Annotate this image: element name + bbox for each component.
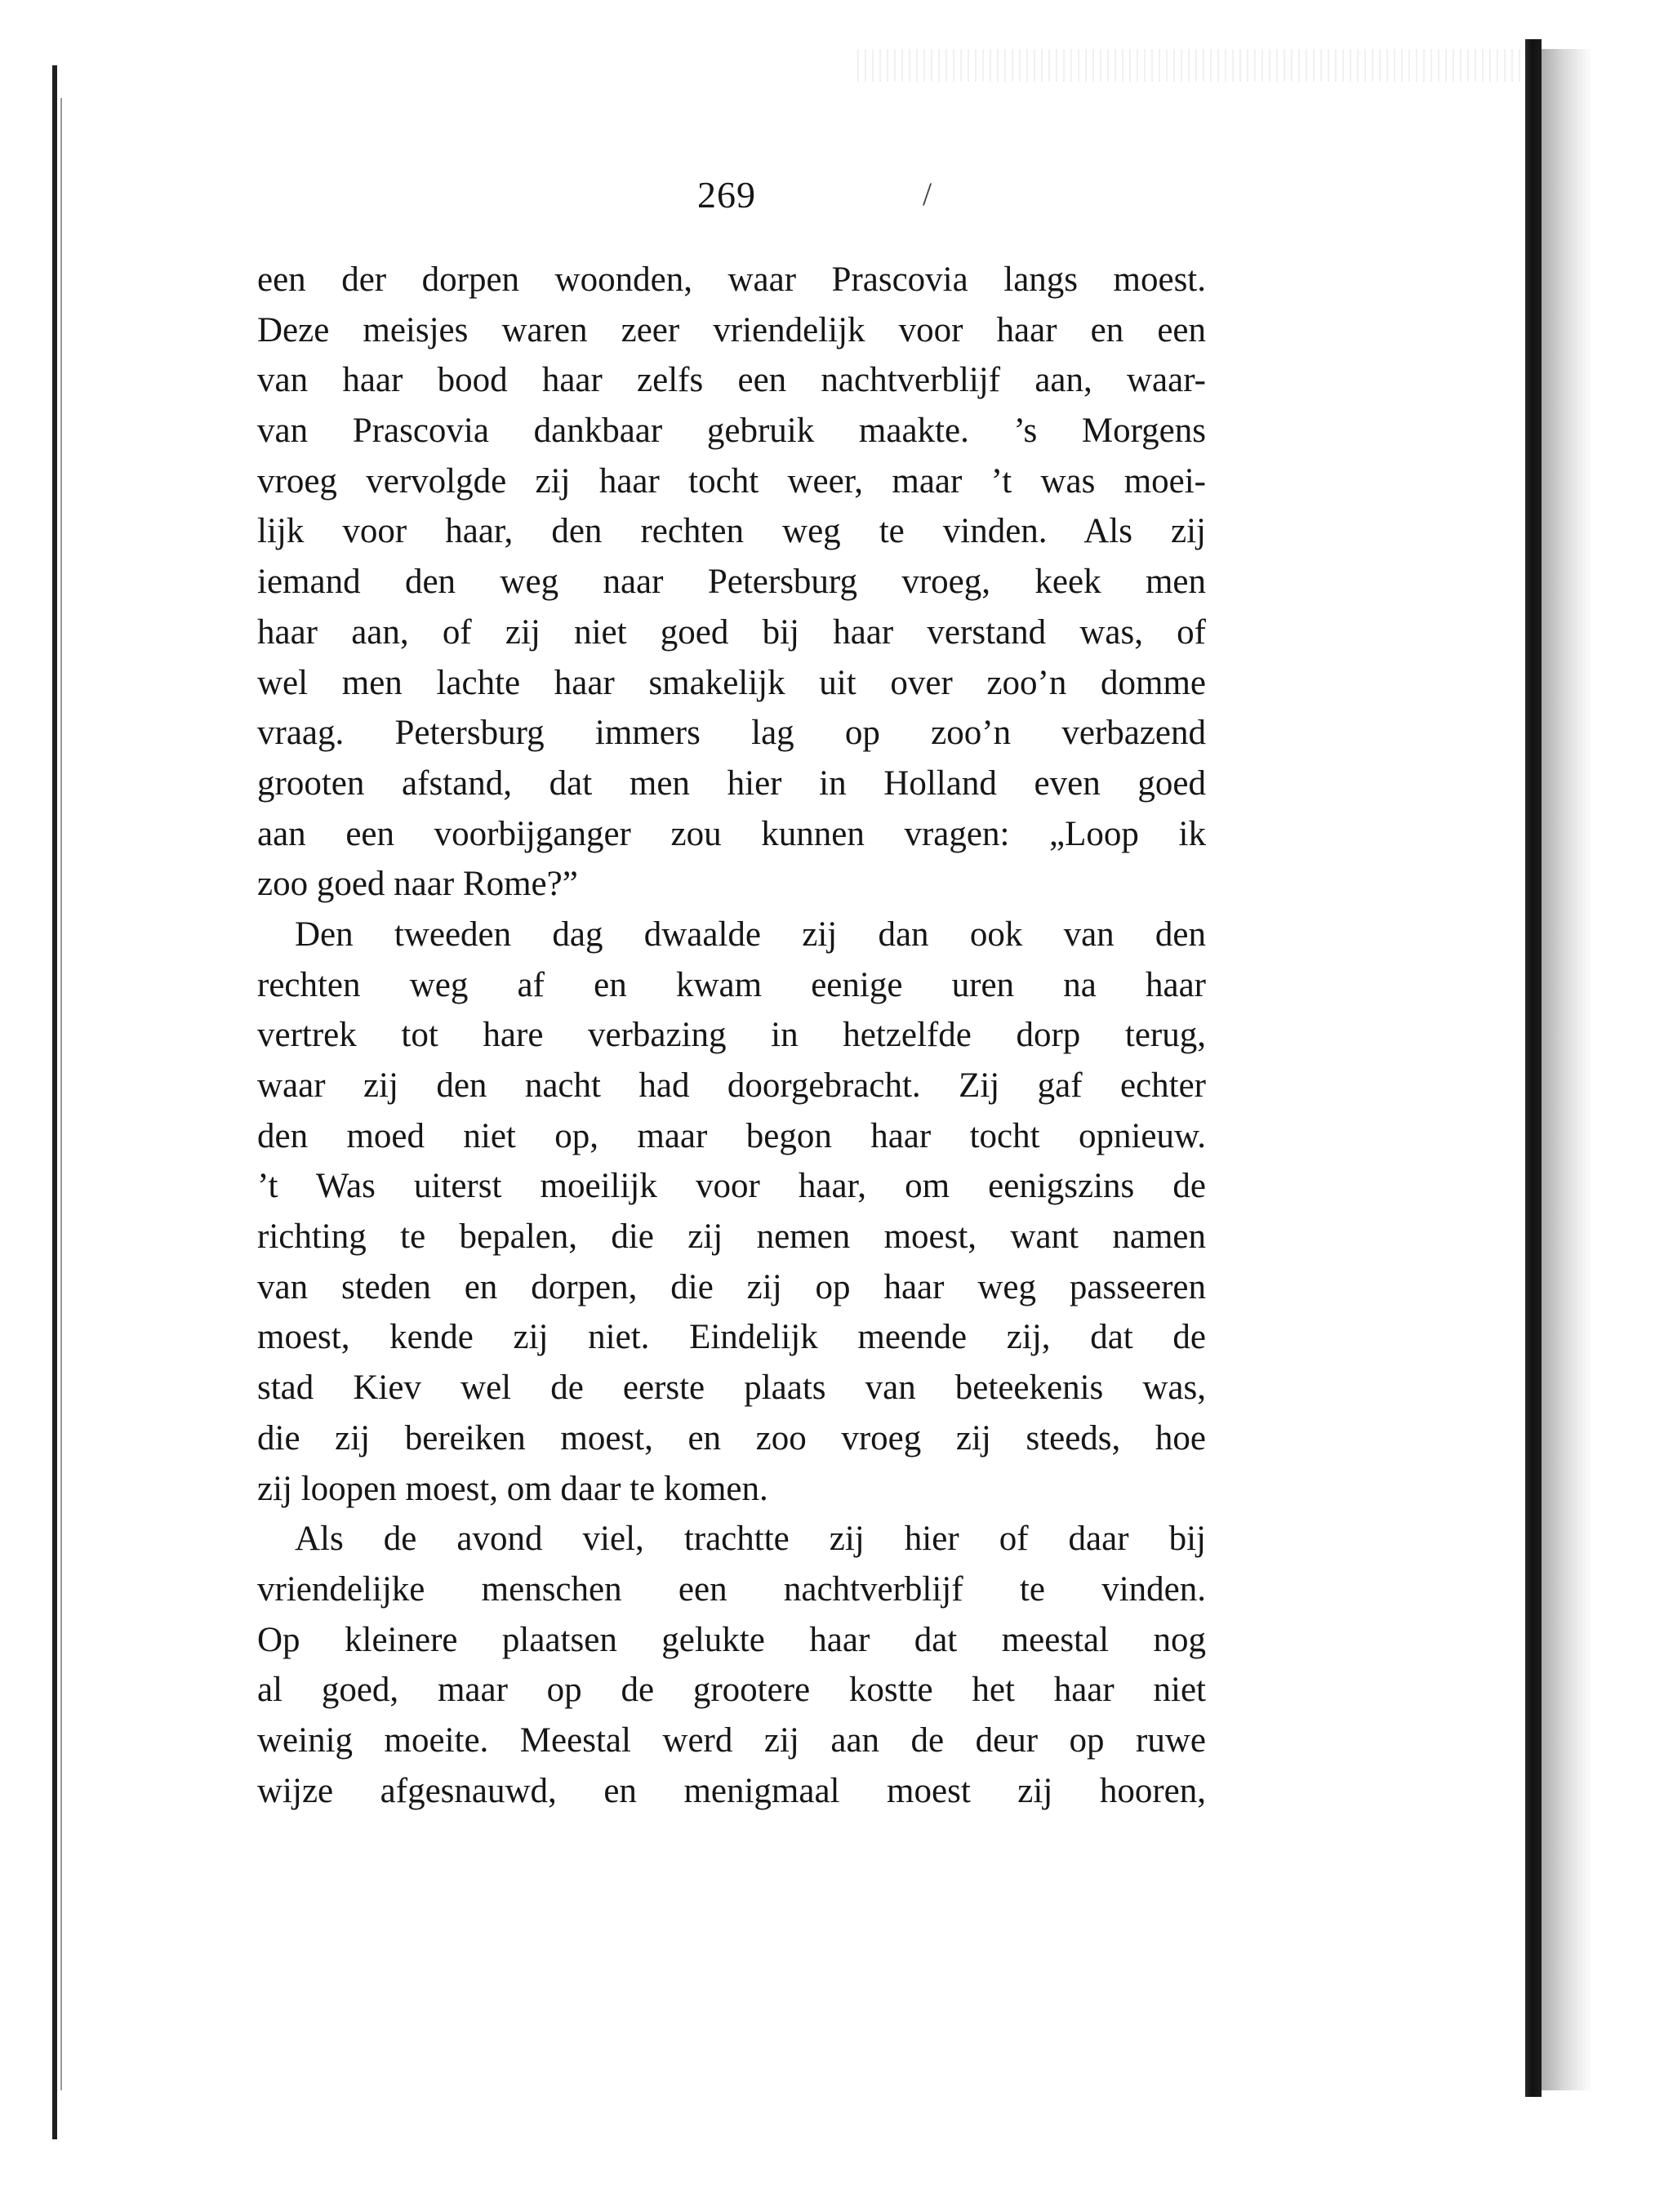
text-line: lijk voor haar, den rechten weg te vinden. Als zij: [257, 512, 1206, 551]
text-line: vraag. Petersburg immers lag op zoo’n verbazend: [257, 714, 1206, 753]
text-line: vriendelijke menschen een nachtverblijf te vinden.: [257, 1569, 1206, 1609]
text-line: rechten weg af en kwam eenige uren na haar: [257, 965, 1206, 1004]
text-line: den moed niet op, maar begon haar tocht opnieuw.: [257, 1116, 1206, 1155]
scan-edge-left: [52, 65, 57, 2139]
text-line: weinig moeite. Meestal werd zij aan de deur op ruwe: [257, 1720, 1206, 1760]
text-line: wel men lachte haar smakelijk uit over zoo’n domme: [257, 663, 1206, 702]
text-line: van haar bood haar zelfs een nachtverblijf aan, waar-: [257, 361, 1206, 400]
text-line: moest, kende zij niet. Eindelijk meende zij, dat de: [257, 1318, 1206, 1357]
text-line: waar zij den nacht had doorgebracht. Zij gaf echter: [257, 1066, 1206, 1105]
scan-edge-left-shadow: [60, 98, 62, 2090]
text-line: die zij bereiken moest, en zoo vroeg zij steeds, hoe: [257, 1418, 1206, 1458]
paragraph-end-line: zij loopen moest, om daar te komen.: [257, 1469, 768, 1508]
text-line: Op kleinere plaatsen gelukte haar dat meestal nog: [257, 1620, 1206, 1659]
scan-speckle-top: [857, 49, 1527, 82]
paragraph-start-line: Den tweeden dag dwaalde zij dan ook van den: [295, 915, 1206, 954]
paragraph-end-line: zoo goed naar Rome?”: [257, 865, 578, 904]
text-line: vroeg vervolgde zij haar tocht weer, maar ’t was moei-: [257, 461, 1206, 501]
text-line: haar aan, of zij niet goed bij haar verstand was, of: [257, 612, 1206, 652]
text-line: richting te bepalen, die zij nemen moest, want namen: [257, 1217, 1206, 1257]
text-line: ’t Was uiterst moeilijk voor haar, om eenigszins de: [257, 1167, 1206, 1206]
margin-mark: /: [923, 176, 932, 212]
text-line: al goed, maar op de grootere kostte het haar niet: [257, 1671, 1206, 1710]
text-line: wijze afgesnauwd, en menigmaal moest zij hooren,: [257, 1771, 1206, 1810]
text-line: aan een voorbijganger zou kunnen vragen: „Loop ik: [257, 814, 1206, 853]
text-line: grooten afstand, dat men hier in Holland even goed: [257, 763, 1206, 803]
text-line: een der dorpen woonden, waar Prascovia langs moest.: [257, 260, 1206, 299]
page-number: 269: [697, 174, 756, 216]
paragraph-start-line: Als de avond viel, trachtte zij hier of daar bij: [295, 1520, 1206, 1559]
text-line: van Prascovia dankbaar gebruik maakte. ’s Morgens: [257, 412, 1206, 451]
text-line: vertrek tot hare verbazing in hetzelfde dorp terug,: [257, 1016, 1206, 1055]
text-line: van steden en dorpen, die zij op haar weg passeeren: [257, 1267, 1206, 1306]
body-text: [257, 255, 1206, 1816]
text-line: stad Kiev wel de eerste plaats van beteekenis was,: [257, 1369, 1206, 1408]
text-line: iemand den weg naar Petersburg vroeg, keek men: [257, 563, 1206, 602]
scan-edge-right-shadow: [1542, 49, 1592, 2090]
scan-edge-right: [1525, 39, 1542, 2097]
text-line: Deze meisjes waren zeer vriendelijk voor haar en een: [257, 310, 1206, 349]
